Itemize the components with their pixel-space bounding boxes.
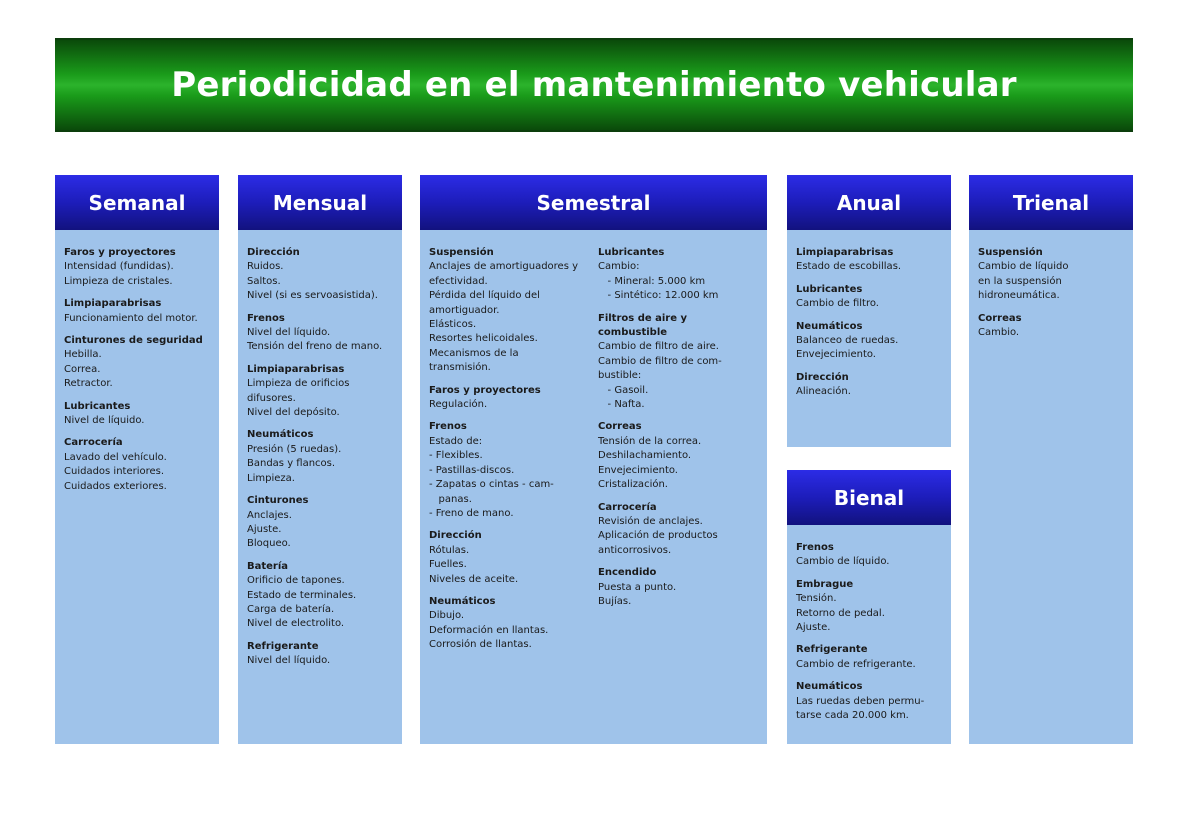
- item-title: Refrigerante: [796, 644, 868, 656]
- item-detail: Deshilachamiento.: [598, 450, 692, 462]
- item-detail: Cuidados exteriores.: [64, 480, 167, 492]
- item-title: Frenos: [796, 542, 834, 553]
- item-detail: Cambio de líquido.: [796, 556, 890, 568]
- maintenance-item: [429, 529, 590, 587]
- item-title: Lubricantes: [64, 400, 131, 412]
- maintenance-item: [978, 246, 1125, 304]
- item-detail: Retractor.: [64, 378, 113, 390]
- item-detail: Intensidad (fundidas).: [64, 261, 174, 273]
- item-detail: Envejecimiento.: [796, 349, 876, 361]
- item-detail: - Freno de mano.: [429, 507, 514, 519]
- item-detail: Nivel del depósito.: [247, 407, 340, 419]
- item-title: Dirección: [796, 371, 849, 383]
- item-title: Embrague: [796, 578, 854, 590]
- item-detail: Limpieza de cristales.: [64, 275, 173, 287]
- item-detail: Limpieza.: [247, 472, 295, 484]
- item-title: Lubricantes: [796, 283, 863, 295]
- item-title: Batería: [247, 560, 289, 572]
- item-title: Suspensión: [429, 247, 494, 258]
- column-header-bienal: Bienal: [787, 470, 951, 525]
- item-detail: Aplicación de productos: [598, 530, 718, 542]
- item-detail: Regulación.: [429, 399, 488, 411]
- maintenance-item: [796, 371, 943, 400]
- item-detail: Balanceo de ruedas.: [796, 335, 899, 347]
- item-detail: Retorno de pedal.: [796, 607, 885, 619]
- item-title: Neumáticos: [796, 681, 863, 693]
- maintenance-item: [598, 420, 759, 492]
- item-title: Dirección: [429, 530, 482, 542]
- item-detail: Anclajes.: [247, 509, 292, 521]
- item-detail: Cambio.: [978, 327, 1020, 339]
- item-title: Neumáticos: [247, 429, 314, 441]
- item-detail: Nivel de líquido.: [64, 415, 145, 427]
- item-title: Neumáticos: [796, 320, 863, 332]
- maintenance-item: [796, 320, 943, 363]
- column-body-semestral: [420, 230, 767, 661]
- item-detail: Estado de:: [429, 435, 483, 447]
- maintenance-item: [978, 312, 1125, 341]
- item-detail: Cambio de filtro de com-: [598, 355, 722, 367]
- column-body-mensual: [238, 230, 402, 669]
- item-detail: - Pastillas-discos.: [429, 464, 515, 476]
- item-detail: Cambio de filtro.: [796, 298, 879, 310]
- item-detail: Resortes helicoidales.: [429, 333, 538, 345]
- item-detail: Elásticos.: [429, 319, 477, 331]
- title-banner: [55, 38, 1133, 132]
- item-detail: Pérdida del líquido del: [429, 290, 540, 302]
- item-detail: Bujías.: [598, 595, 632, 607]
- maintenance-item: [598, 312, 759, 413]
- item-detail: Carga de batería.: [247, 603, 335, 615]
- item-detail: transmisión.: [429, 362, 491, 374]
- item-detail: Lavado del vehículo.: [64, 451, 167, 463]
- item-detail: en la suspensión: [978, 275, 1062, 287]
- maintenance-item: [796, 246, 943, 275]
- item-detail: Cuidados interiores.: [64, 466, 165, 478]
- item-detail: Presión (5 ruedas).: [247, 443, 342, 455]
- item-detail: hidroneumática.: [978, 290, 1060, 302]
- column-semanal: [55, 175, 219, 744]
- item-detail: Nivel de electrolito.: [247, 618, 345, 630]
- item-detail: panas.: [429, 493, 472, 505]
- item-detail: Mecanismos de la: [429, 347, 519, 359]
- column-bienal: [787, 470, 951, 744]
- column-body-bienal: [787, 525, 951, 723]
- item-title: Neumáticos: [429, 595, 496, 607]
- item-detail: Deformación en llantas.: [429, 624, 549, 636]
- column-header-semestral: Semestral: [420, 175, 767, 230]
- item-detail: Anclajes de amortiguadores y: [429, 261, 579, 273]
- item-detail: Revisión de anclajes.: [598, 515, 703, 527]
- item-title: Limpiaparabrisas: [796, 247, 894, 258]
- item-title: Correas: [598, 421, 642, 433]
- maintenance-item: [247, 312, 394, 355]
- maintenance-item: [247, 246, 394, 304]
- item-detail: Limpieza de orificios: [247, 378, 350, 390]
- item-detail: - Flexibles.: [429, 450, 483, 462]
- item-detail: Bloqueo.: [247, 538, 291, 550]
- maintenance-item: [64, 334, 211, 392]
- item-title: Frenos: [247, 312, 285, 324]
- item-detail: - Sintético: 12.000 km: [598, 290, 719, 302]
- item-detail: Correa.: [64, 363, 101, 375]
- maintenance-item: [598, 566, 759, 609]
- maintenance-item: [429, 420, 590, 521]
- item-detail: Alineación.: [796, 386, 851, 398]
- item-detail: Tensión del freno de mano.: [247, 341, 383, 353]
- item-detail: Rótulas.: [429, 544, 470, 556]
- maintenance-item: [598, 501, 759, 559]
- item-title: Faros y proyectores: [429, 384, 541, 396]
- item-detail: Hebilla.: [64, 349, 102, 361]
- item-title: Refrigerante: [247, 640, 319, 652]
- maintenance-item: [247, 363, 394, 421]
- maintenance-item: [796, 541, 943, 570]
- item-title: Dirección: [247, 247, 300, 258]
- item-detail: difusores.: [247, 392, 296, 404]
- item-title: Cinturones de seguridad: [64, 335, 203, 347]
- item-detail: Nivel del líquido.: [247, 327, 331, 339]
- item-detail: Cambio de líquido: [978, 261, 1069, 273]
- column-header-anual: Anual: [787, 175, 951, 230]
- column-semestral: [420, 175, 767, 744]
- item-detail: Cambio de filtro de aire.: [598, 341, 719, 353]
- maintenance-item: [64, 246, 211, 289]
- item-detail: Niveles de aceite.: [429, 573, 519, 585]
- item-detail: anticorrosivos.: [598, 544, 672, 556]
- item-detail: Ajuste.: [247, 523, 282, 535]
- maintenance-item: [64, 297, 211, 326]
- item-title: Limpiaparabrisas: [247, 363, 345, 375]
- maintenance-item: [64, 400, 211, 429]
- maintenance-item: [429, 384, 590, 413]
- item-detail: Orificio de tapones.: [247, 575, 345, 587]
- column-header-semanal: Semanal: [55, 175, 219, 230]
- item-title: Cinturones: [247, 495, 309, 507]
- item-detail: Corrosión de llantas.: [429, 639, 532, 651]
- item-detail: efectividad.: [429, 275, 488, 287]
- item-title: Filtros de aire y combustible: [598, 312, 688, 339]
- maintenance-item: [247, 640, 394, 669]
- item-detail: Cambio:: [598, 261, 640, 273]
- column-mensual: [238, 175, 402, 744]
- item-detail: Las ruedas deben permu-: [796, 695, 925, 707]
- item-detail: Ruidos.: [247, 261, 284, 273]
- column-body-anual: [787, 230, 951, 400]
- maintenance-item: [247, 560, 394, 632]
- semestral-left-list: [429, 246, 590, 661]
- item-detail: bustible:: [598, 370, 642, 382]
- semestral-right-list: [590, 246, 759, 661]
- column-body-semanal: [55, 230, 219, 494]
- item-detail: Funcionamiento del motor.: [64, 312, 198, 324]
- item-title: Suspensión: [978, 247, 1043, 258]
- item-detail: - Zapatas o cintas - cam-: [429, 479, 554, 491]
- item-title: Correas: [978, 312, 1022, 324]
- item-detail: Envejecimiento.: [598, 464, 678, 476]
- maintenance-item: [247, 494, 394, 552]
- item-detail: - Nafta.: [598, 399, 645, 411]
- item-detail: Bandas y flancos.: [247, 458, 336, 470]
- item-detail: Estado de escobillas.: [796, 261, 902, 273]
- column-body-trienal: [969, 230, 1133, 340]
- item-title: Carrocería: [64, 437, 123, 449]
- column-header-mensual: Mensual: [238, 175, 402, 230]
- column-anual: [787, 175, 951, 447]
- item-detail: Ajuste.: [796, 622, 831, 634]
- item-detail: Tensión.: [796, 593, 837, 605]
- maintenance-item: [796, 643, 943, 672]
- maintenance-item: [429, 246, 590, 376]
- item-title: Encendido: [598, 567, 657, 579]
- item-detail: Saltos.: [247, 275, 281, 287]
- item-detail: Puesta a punto.: [598, 581, 677, 593]
- item-title: Carrocería: [598, 501, 657, 513]
- item-detail: Cambio de refrigerante.: [796, 658, 916, 670]
- item-detail: Tensión de la correa.: [598, 435, 702, 447]
- column-trienal: [969, 175, 1133, 744]
- item-detail: Estado de terminales.: [247, 589, 357, 601]
- item-detail: tarse cada 20.000 km.: [796, 710, 909, 722]
- page-title: Periodicidad en el mantenimiento vehicular: [171, 65, 1017, 105]
- maintenance-item: [796, 680, 943, 723]
- item-title: Limpiaparabrisas: [64, 298, 162, 310]
- item-title: Lubricantes: [598, 247, 665, 258]
- item-detail: - Gasoil.: [598, 384, 649, 396]
- item-detail: Nivel (si es servoasistida).: [247, 290, 378, 302]
- item-title: Frenos: [429, 421, 467, 433]
- item-title: Faros y proyectores: [64, 247, 176, 258]
- maintenance-item: [796, 578, 943, 636]
- maintenance-item: [796, 283, 943, 312]
- item-detail: Cristalización.: [598, 479, 668, 491]
- item-detail: Dibujo.: [429, 610, 465, 622]
- column-header-trienal: Trienal: [969, 175, 1133, 230]
- item-detail: amortiguador.: [429, 304, 500, 316]
- maintenance-item: [247, 428, 394, 486]
- maintenance-item: [64, 436, 211, 494]
- item-detail: Fuelles.: [429, 559, 467, 571]
- item-detail: - Mineral: 5.000 km: [598, 275, 706, 287]
- item-detail: Nivel del líquido.: [247, 655, 331, 667]
- maintenance-item: [429, 595, 590, 653]
- maintenance-item: [598, 246, 759, 304]
